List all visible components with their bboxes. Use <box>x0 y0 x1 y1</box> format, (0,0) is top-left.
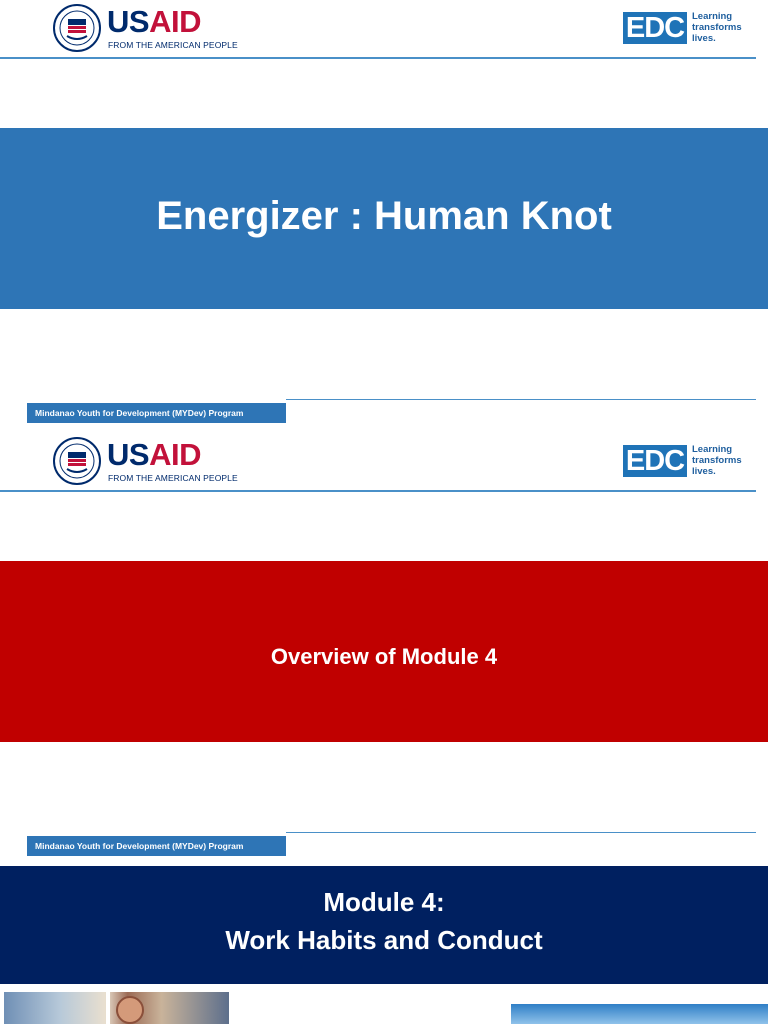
header-divider <box>0 57 756 59</box>
title-band <box>0 561 768 742</box>
usaid-wordmark: USAID <box>107 4 201 39</box>
title-band <box>0 128 768 309</box>
footer-divider <box>286 832 756 833</box>
illustration-image <box>4 992 229 1024</box>
edc-logo <box>623 11 753 51</box>
usaid-logo <box>53 4 238 56</box>
module-title: Module 4: <box>323 887 445 917</box>
slide-module-4 <box>0 866 768 1024</box>
edc-mark: EDC <box>623 445 687 477</box>
edc-tagline: Learning transforms lives. <box>692 11 742 44</box>
person-illustration <box>116 996 144 1024</box>
sky-photo <box>511 1004 768 1024</box>
slide-overview <box>0 433 768 866</box>
edc-tagline: Learning transforms lives. <box>692 444 742 477</box>
slide-title: Energizer : Human Knot <box>156 193 612 238</box>
module-subtitle: Work Habits and Conduct <box>225 925 543 955</box>
footer-program-label: Mindanao Youth for Development (MYDev) Program <box>27 836 286 856</box>
slide-title: Overview of Module 4 <box>270 643 498 669</box>
slide-energizer <box>0 0 768 433</box>
usaid-wordmark: USAID <box>107 437 201 472</box>
footer-program-label: Mindanao Youth for Development (MYDev) Program <box>27 403 286 423</box>
header-divider <box>0 490 756 492</box>
edc-logo <box>623 444 753 484</box>
module-title-band <box>0 866 768 984</box>
footer-divider <box>286 399 756 400</box>
image-divider <box>106 992 110 1024</box>
usaid-tagline: FROM THE AMERICAN PEOPLE <box>108 40 238 50</box>
edc-mark: EDC <box>623 12 687 44</box>
usaid-tagline: FROM THE AMERICAN PEOPLE <box>108 473 238 483</box>
usaid-seal-icon <box>53 437 101 485</box>
usaid-logo <box>53 437 238 489</box>
usaid-seal-icon <box>53 4 101 52</box>
